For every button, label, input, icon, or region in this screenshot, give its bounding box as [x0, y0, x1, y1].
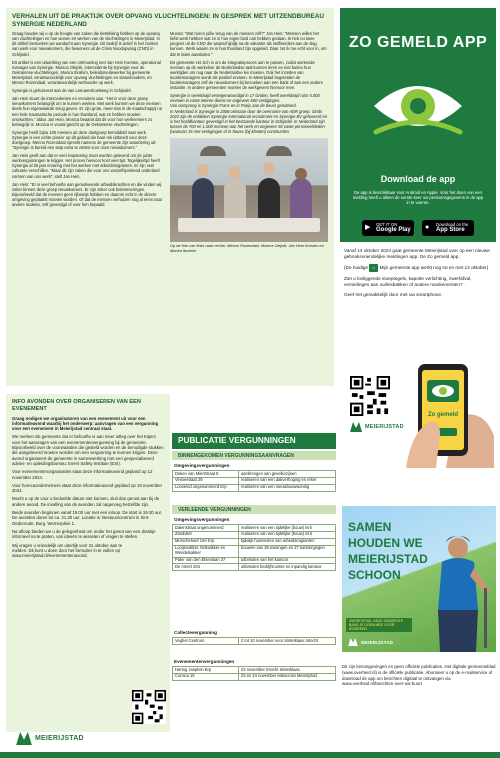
- download-title: Download de app: [380, 174, 456, 184]
- article-paragraph: Jan Hein stuurt de intercedenten en recruiters aan. "Het is voor deze groep nieuwkomers belangrijk om te kunnen werken. Met werk kunnen we deze mensen deels hun eigenwaarde terug geven. Er zijn grote, meer-dan in de maatschappij na een hele traumatische periode in hun thuisland, wat ze hebben moeten ontvluchten," aldus Jan Hein. Monica beaamt dat dit voor hun werknemers zo belangrijk is. Monica is vooral gericht op de Oekraïense vluchtelingen.: [12, 96, 162, 127]
- apple-icon: ●: [425, 224, 430, 231]
- campaign-banner: ZWERFAFVAL ONZE GEMEENTE BAAS JE DOEN MEE VOOR IEDEREEN: [346, 618, 412, 632]
- zo-gemeld-app-ad: [340, 8, 496, 242]
- footer-rule: [0, 752, 500, 758]
- omgeving-label: Omgevingsvergunningen: [174, 517, 230, 522]
- evenementen-table: [172, 666, 336, 681]
- article-paragraph: Munira: "Wat horen jullie terug van de mensen zelf?" Jan Hein: "Mensen willen het liefst werk hebben wat ze in hun eigen land ook hebben gedaan. Ik heb nu twee jongens uit de CNO die waarschijnlijk na de vakantie als stoffeerders aan de slag kunnen. Werk waarin ze in hun thuisland zijn opgeleid. Daar zet ik me echt voor in, om dat te laten aansluiten.": [170, 31, 327, 57]
- table-row: Zandvliet realiseren van een tijdelijke (bouw) inrit: [173, 531, 336, 538]
- meierijstad-logo-icon: [348, 638, 358, 646]
- info-paragraph: Voor evenementenorganisaties staat deze informatieavond gepland op 12 november 2024.: [12, 469, 153, 480]
- app-store-button[interactable]: ● Download on the App Store: [422, 220, 474, 236]
- article-paragraph: Graag houden wij u op de hoogte van zaken die betrekking hebben op de opvang van vluchtelingen en hoe wonen en werken van de vluchtelingen in Meierijstad. In dit artikel bestoeken we aandacht aan Synergie. Dit bedrijf is actief in het zoeken van werk voor nieuwkomers, die bewoners uit de Crisis Noodopvang (CNO) in Schijndel.: [12, 31, 160, 57]
- article-column-left: [12, 31, 164, 256]
- meierijstad-logo-icon: [16, 732, 32, 745]
- table-row: Hertog Janplein Erp 23 november Intocht Sinterklaas: [173, 667, 336, 674]
- play-icon: ▶: [365, 224, 371, 231]
- meierijstad-footer-logo: MEIERIJSTAD: [16, 732, 84, 745]
- qr-icon: [350, 376, 390, 416]
- meierijstad-logo-icon: [350, 422, 362, 432]
- campaign-line: SCHOON: [348, 568, 401, 582]
- article-paragraph: Jan Hein geeft aan dat er veel inspanning moet worden geleverd om de juiste werkvergunningen te krijgen. Het proces hiervoor kost veel tijd. Tegelijkertijd heeft Synergie al 25 jaar ervaring met het werken met arbeidsmigranten. Er zijn veel culturele verschillen. "Maar dit zijn zaken die voor ons vanzelfsprekend onderdeel vormen van ons werk", stelt Jan Hein.: [12, 153, 160, 179]
- article-paragraph: Jan Hein: "Er is veel behoefte aan gemotiveerde arbeidskrachten en die vinden wij zeker binnen deze groep nieuwkomers. Er zijn zeker ook belemmeringen. Bijvoorbeeld dat de mensen geen rijbewijs hebben en daarom echt in de directe omgeving geplaatst moeten worden. Of dat de mensen verhuizen nog al eens naar andere locaties, zelf gevestigd of voor hen bepaald.: [12, 181, 163, 207]
- campaign-line: HOUDEN WE: [348, 536, 423, 550]
- table-row: Dalenstraat ongenummerd realiseren van een tijdelijke (bouw) inrit: [173, 525, 336, 532]
- collecte-label: Collectevergunning: [174, 630, 217, 635]
- meierijstad-logo: MEIERIJSTAD: [350, 422, 404, 432]
- aanvragen-header: BINNENGEKOMEN VERGUNNINGSAANVRAGEN: [172, 451, 336, 460]
- samen-schoon-campaign: [342, 506, 496, 652]
- app-paragraph: (De huidige ⌂ Mijn gemeente app werkt nog tot en met 13 oktober): [344, 265, 489, 272]
- table-row: Corsica 15 23 en 24 november Maiscross Meierijstad: [173, 673, 336, 680]
- article-column-right: [170, 31, 328, 256]
- app-qr-code[interactable]: [350, 376, 390, 416]
- table-row: Morschehoef 19A Erp tijdelijk huisvesten van arbeidsmigranten: [173, 538, 336, 545]
- table-row: Deken van Miertstraat 8 aanbrengen van gevelkozijnen: [173, 471, 336, 478]
- disclaimer-text: Dit zijn kennisgevingen en geen officiële publicaties. Het digitale gemeenteblad (www.overheid.nl) is de officiële publicatie. Abonneer u op de e-mailservice of download de app om berichten digitaal te ontvangen via www.overheid.nl/berichten-over-uw-buurt: [342, 664, 496, 687]
- campaign-line: MEIERIJSTAD: [348, 552, 428, 566]
- table-row: Pater van den Elsenlaan 37 uitbreiden van het kantoor: [173, 557, 336, 564]
- table-row: Looveind ongenummerd Erp realiseren van een nieuwbouwwoning: [173, 484, 336, 491]
- eye-icon: [370, 72, 466, 140]
- table-row: Looijenakker, Delisakker en Wendelsakker bouwen van 38 woningen en 27 tuinbergingen: [173, 545, 336, 557]
- article-paragraph: Dit artikel is een uitwerking van een ontmoeting met Jan Hein Korsten, operational manager van Synergie. Monica Olejnik, intercedente bij Synergie voor de Oekraïense vluchtelingen, Munira Ibrahim, beleidsmedewerker bij gemeente Meierijstad, verantwoordelijk voor opvang vluchtelingen en statushouders, en Menno Rozendaal, verantwoordelijk wethouder op werk.: [12, 59, 161, 86]
- download-text: De app is beschikbaar voor Android en Apple. Voor het doen van een melding heeft u alleen de eerste keer uw persoonsgegevens in de app in te voeren.: [352, 190, 484, 206]
- info-paragraph: Voor horecaondernemers staat deze informatieavond gepland op 19 november 2024.: [12, 482, 163, 494]
- photo-caption: Op de foto van links naar rechts: Menno Rozendaal, Monica Olejnik, Jan Hein Korsten en Munira Ibrahim: [170, 242, 324, 253]
- app-paragraph: Vanaf 14 oktober 2024 gaat gemeente Meierijstad over op een nieuwe gebruiksvriendelijke meldingen app. De Zo gemeld app.: [344, 248, 490, 260]
- evenementen-label: Evenementenvergunningen: [174, 659, 235, 664]
- article-paragraph: Synergie heeft bijna 100 mensen uit deze doelgroep bemiddeld naar werk. Synergie is een echte pionier op dit gebied die haar rek uitbreidt voor deze doelgroep. Menno Rozendaal spreekt namens de gemeente zijn waardering uit: "Synergie is bereid een stap extra te zetten voor onze nieuwkomers.": [12, 129, 157, 151]
- verleend-header: VERLEENDE VERGUNNINGEN: [172, 505, 336, 514]
- app-ad-title: ZO GEMELD APP: [348, 34, 488, 51]
- info-avonden-evenement: [6, 394, 170, 732]
- group-photo: [170, 138, 328, 242]
- phone-app-label: Zo gemeld: [427, 412, 459, 418]
- info-title: INFO AVONDEN OVER ORGANISEREN VAN EEN EVENEMENT: [12, 399, 141, 412]
- volunteer-illustration: [424, 532, 494, 652]
- evenementenavond-qr-code[interactable]: [132, 690, 166, 724]
- campaign-logo: MEIERIJSTAD: [348, 638, 393, 646]
- aanvragen-table: [172, 470, 336, 492]
- info-paragraph: Graag nodigen we organisatoren van een evenement uit voor een informatieavond waarbij het onderwerp: aanvragen van een vergunning voor een evenement in Meierijstad centraal staat.: [12, 415, 159, 432]
- article-paragraph: De gemeente zet zich in om de integratieproces aan te passen, zodat werkende mensen op de werkvloer de Nederlandse taal kunnen leren en niet buiten hun werktijden om nog naar de Nederlandse les moeten. Ook het inzetten van locatiemanagers wordt als positief ervaren. In Meierijstad begeleiden de locatiemanagers zelf de nieuwkomers bij bezoeken aan een bank of aan een andere instantie. In andere gemeenten moeten de werkgevers hiervoor mee.: [170, 59, 323, 91]
- omgeving-label: Omgevingsvergunningen: [174, 463, 230, 468]
- table-row: Veghel Centrum 2 tot 10 november voor Sinterklaas Intocht: [173, 638, 336, 645]
- mijn-gemeente-app-icon: ⌂: [369, 264, 378, 272]
- verleend-table: [172, 524, 336, 571]
- info-paragraph: Wij vragen u vriendelijk om uiterlijk voor 31 oktober aan te melden. Dit kunt u doen door het formulier in te vullen op www.meierijstad.nl/evenementenavond.: [12, 542, 123, 559]
- article-synergie-facts: Synergie is wereldwijd vertegenwoordigd in 17 landen, heeft wereldwijd ruim 5.000 mensen in vaste interne dienst en ongeveer 800 vestigingen. Van oorsprong is Synergie Frans en in Parijs aan de beurs genoteerd. In Nederland is Synergie in 2008 ontstaan door de overname van ADR groep. Sinds 2022 zijn de entiteiten Synergie International recruitment en Synergie BV gefuseerd en is het hoofdkantoor gevestigd in het bestaande kantoor in Schijndel. In Nederland zijn tussen de 700 en 1.000 mensen aan het werk en ongeveer 50 vaste personeelsleden (waarvan 15 met vestigingen of in-house (bij klanten) constructies.: [170, 93, 328, 134]
- info-paragraph: Na afloop bieden we u de gelegenheid om onder het genot van een drankje informeel na te praten, van ideeën te wisselen of vragen te stellen.: [12, 528, 156, 540]
- qr-icon: [132, 690, 166, 724]
- app-paragraph: Geef het gemakkelijk door met uw smartphone.: [344, 292, 443, 298]
- info-paragraph: Beide avonden beginnen vanaf 19.00 uur met een inloop. De start is 19.30 uur. De avonden duren tot ca. 21.30 uur. Locatie is: Bestuurscentrum in Sint-Oedenrode, Burg. Wernerplein 1.: [12, 510, 163, 526]
- collecte-table: [172, 637, 336, 645]
- phone-illustration: [396, 356, 496, 468]
- article-synergie: [6, 8, 334, 386]
- table-row: Venseetraat 29 realiseren van een dakverhoging en erker: [173, 477, 336, 484]
- publicatie-header: PUBLICATIE VERGUNNINGEN: [172, 433, 336, 449]
- app-announcement: [344, 248, 494, 302]
- google-play-button[interactable]: ▶ GET IT ON Google Play: [362, 220, 414, 236]
- campaign-line: SAMEN: [348, 520, 392, 534]
- table-row: De Amert 204 uitbreiden bedrijfsruimte en inpandig kantoor: [173, 564, 336, 571]
- article-title: VERHALEN UIT DE PRAKTIJK OVER OPVANG VLUCHTELINGEN: IN GESPREK MET UITZENDBUREAU SYNERGIE NEDERLAND: [12, 13, 324, 28]
- app-paragraph: Ziet u losliggende stoeptegels, kapotte verlichting, zwerfafval, vernielingen aan vuilnisbakken of andere mankementen?: [344, 276, 472, 288]
- article-paragraph: Synergie is gehuisvest aan de van Leeuwenhoekweg in Schijndel.: [12, 88, 132, 94]
- info-paragraph: Mocht u op de voor u bedoelde datum niet kunnen, sluit dan gerust aan bij de andere avond. De invulling van de avonden zal nagenoeg hetzelfde zijn.: [12, 496, 160, 507]
- info-paragraph: We merken als gemeente dat er behoefte is aan meer uitleg over het traject voor het aanvragen van een evenementenvergunning bij de gemeente. Bijvoorbeeld over de voorwaarden die gesteld worden en de benodigde stukken die aangeleverd moeten worden om een vergunning te kunnen krijgen. Deze avond organiseert de gemeente in samenwerking met een gespecialiseerd advies- en opleidingsbureau: Event Safety Institute (ESI).: [12, 434, 164, 466]
